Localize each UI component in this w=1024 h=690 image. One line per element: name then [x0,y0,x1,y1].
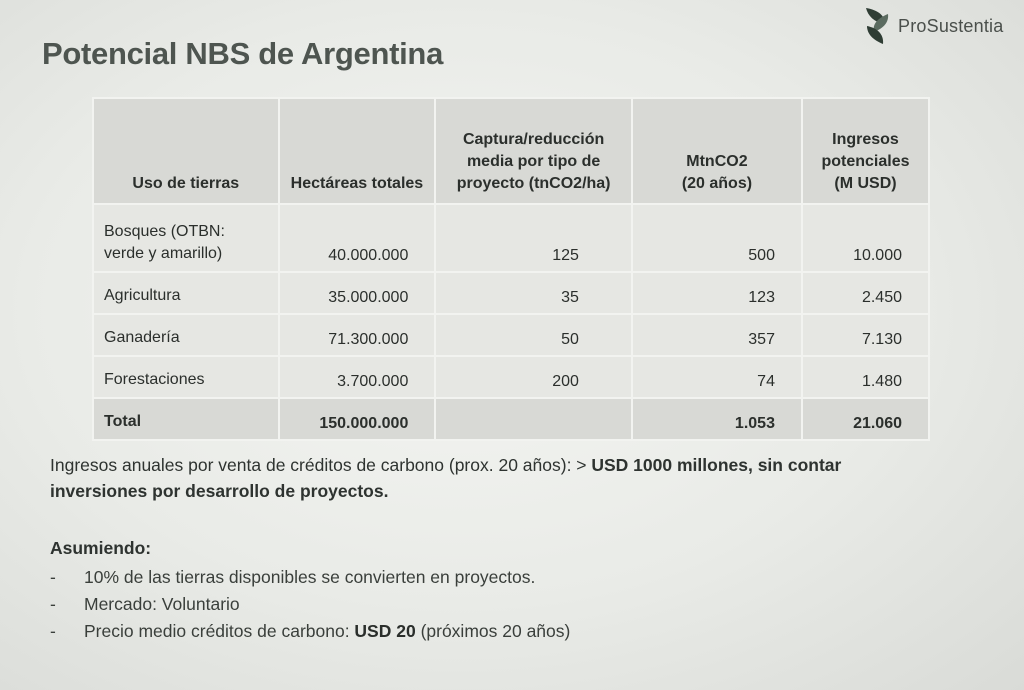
cell-hectares: 40.000.000 [279,204,436,272]
bullet-dash: - [50,594,56,614]
cell-mtco2: 74 [632,356,802,398]
cell-land-use: Forestaciones [93,356,279,398]
cell-total-label: Total [93,398,279,440]
table-row [93,314,929,356]
cell-land-use: Ganadería [93,314,279,356]
header-mtco2: MtnCO2 (20 años) [632,98,802,204]
header-land-use: Uso de tierras [93,98,279,204]
cell-mtco2: 357 [632,314,802,356]
cell-mtco2: 500 [632,204,802,272]
cell-capture: 50 [435,314,632,356]
cell-income: 2.450 [802,272,929,314]
bullet-dash: - [50,567,56,587]
header-income: Ingresos potenciales (M USD) [802,98,929,204]
prosustentia-leaf-logo-icon [862,4,892,48]
assumptions-title: Asumiendo: [50,538,152,558]
income-summary-highlight: USD 1000 millones, sin contar inversiones por desarrollo de proyectos. [50,455,842,501]
list-item: - Mercado: Voluntario [50,591,570,618]
cell-mtco2: 123 [632,272,802,314]
list-item: - Precio medio créditos de carbono: USD 20 (próximos 20 años) [50,618,570,645]
cell-land-use: Agricultura [93,272,279,314]
header-hectares: Hectáreas totales [279,98,436,204]
list-item: - 10% de las tierras disponibles se convierten en proyectos. [50,564,570,591]
brand-logo [862,4,1003,48]
cell-total-mtco2: 1.053 [632,398,802,440]
cell-land-use: Bosques (OTBN: verde y amarillo) [93,204,279,272]
cell-total-hectares: 150.000.000 [279,398,436,440]
table-row [93,272,929,314]
income-summary-note: Ingresos anuales por venta de créditos de carbono (prox. 20 años): > USD 1000 millones, sin contar inversiones por desarrollo de proyectos. [50,455,842,501]
cell-hectares: 35.000.000 [279,272,436,314]
cell-total-capture [435,398,632,440]
nbs-potential-table [92,97,930,441]
brand-name: ProSustentia [898,15,1004,36]
cell-capture: 200 [435,356,632,398]
cell-income: 7.130 [802,314,929,356]
cell-total-income: 21.060 [802,398,929,440]
cell-hectares: 3.700.000 [279,356,436,398]
cell-capture: 125 [435,204,632,272]
table-total-row [93,398,929,440]
assumptions-list [50,564,570,645]
header-capture: Captura/reducción media por tipo de proyecto (tnCO2/ha) [435,98,632,204]
cell-income: 1.480 [802,356,929,398]
bullet-dash: - [50,621,56,641]
slide-title: Potencial NBS de Argentina [42,36,444,71]
table-row [93,204,929,272]
cell-capture: 35 [435,272,632,314]
cell-income: 10.000 [802,204,929,272]
table-row [93,356,929,398]
table-header-row [93,98,929,204]
cell-hectares: 71.300.000 [279,314,436,356]
